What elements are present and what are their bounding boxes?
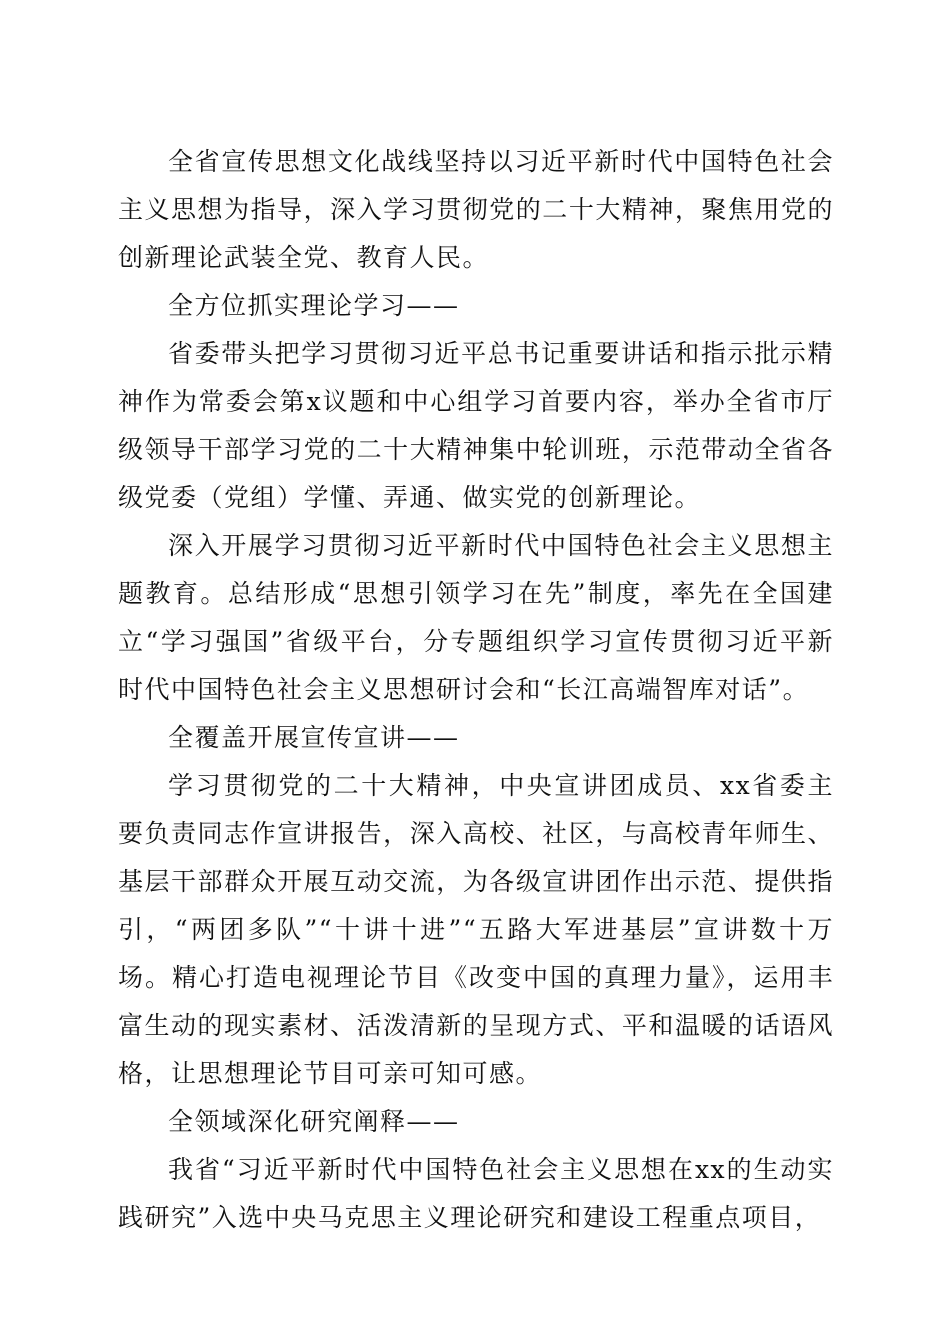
paragraph-lectures: 学习贯彻党的二十大精神，中央宣讲团成员、xx省委主要负责同志作宣讲报告，深入高校、社区，与高校青年师生、基层干部群众开展互动交流，为各级宣讲团作出示范、提供指引，“两团多队”“十讲十进”“五路大军进基层”宣讲数十万场。精心打造电视理论节目《改变中国的真理力量》，运用丰富生动的现实素材、活泼清新的呈现方式、平和温暖的话语风格，让思想理论节目可亲可知可感。 xyxy=(118,771,834,1088)
section-heading-research: 全领域深化研究阐释—— xyxy=(168,1107,460,1136)
paragraph-theme-education: 深入开展学习贯彻习近平新时代中国特色社会主义思想主题教育。总结形成“思想引领学习在先”制度，率先在全国建立“学习强国”省级平台，分专题组织学习宣传贯彻习近平新时代中国特色社会主义思想研讨会和“长江高端智库对话”。 xyxy=(118,531,834,704)
document-body xyxy=(118,138,834,1242)
paragraph-intro: 全省宣传思想文化战线坚持以习近平新时代中国特色社会主义思想为指导，深入学习贯彻党的二十大精神，聚焦用党的创新理论武装全党、教育人民。 xyxy=(118,147,834,272)
section-heading-publicity: 全覆盖开展宣传宣讲—— xyxy=(168,723,460,752)
paragraph-provincial-committee: 省委带头把学习贯彻习近平总书记重要讲话和指示批示精神作为常委会第x议题和中心组学习首要内容，举办全省市厅级领导干部学习党的二十大精神集中轮训班，示范带动全省各级党委（党组）学懂、弄通、做实党的创新理论。 xyxy=(118,339,834,512)
paragraph-research-project: 我省“习近平新时代中国特色社会主义思想在xx的生动实践研究”入选中央马克思主义理论研究和建设工程重点项目， xyxy=(118,1155,834,1232)
section-heading-theory-study: 全方位抓实理论学习—— xyxy=(168,291,460,320)
